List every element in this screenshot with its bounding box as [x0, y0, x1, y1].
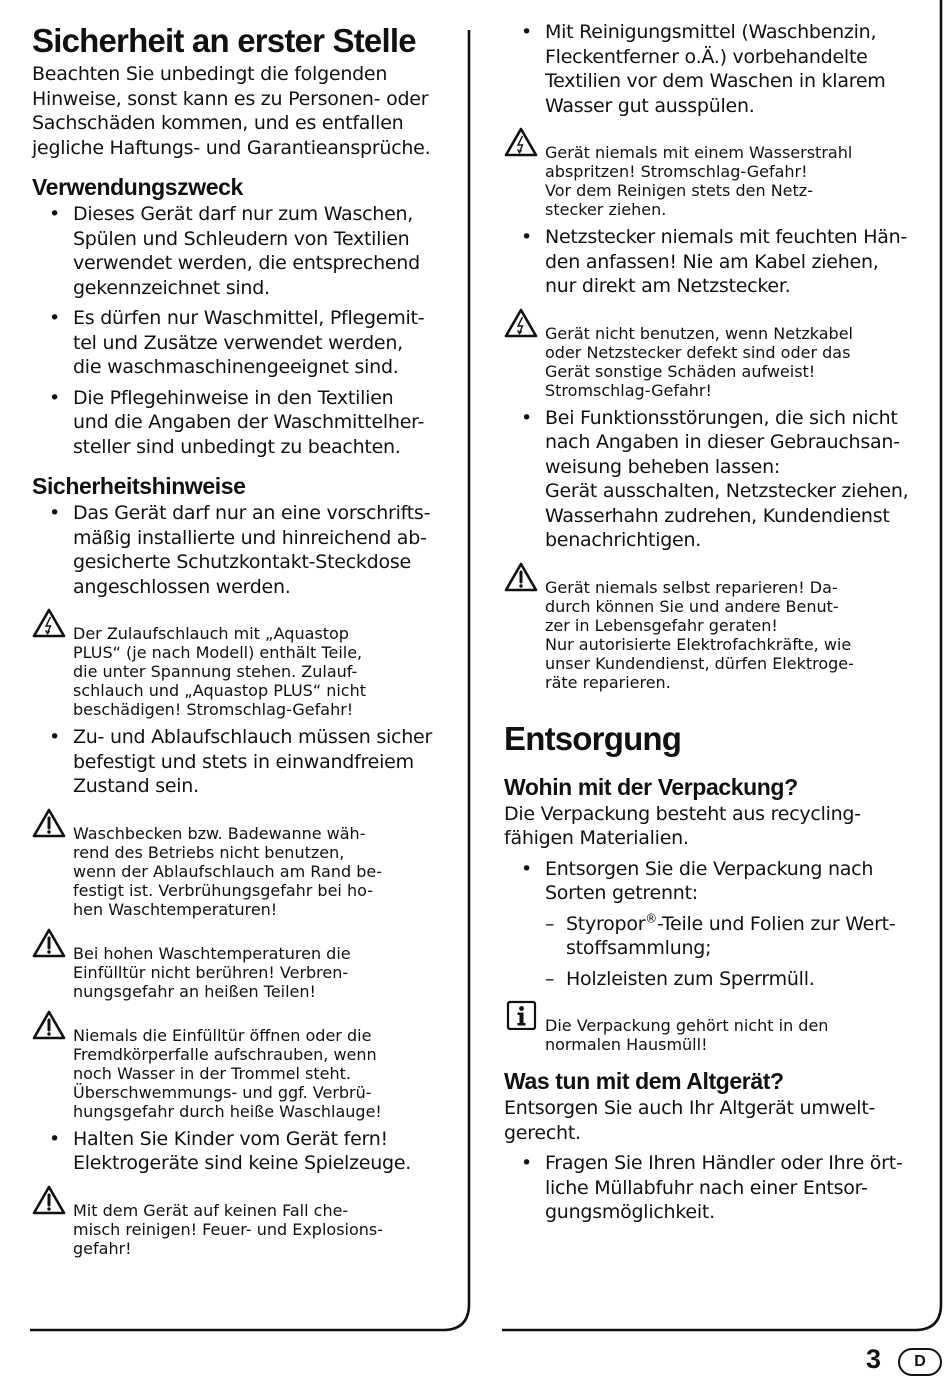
safety-list: [32, 501, 452, 599]
old-device-list: [504, 1151, 924, 1225]
safety-list: [504, 406, 924, 553]
usage-heading: Verwendungszweck: [32, 174, 243, 200]
general-warning-icon: [32, 1010, 66, 1040]
electric-hazard-warning-icon: [504, 308, 538, 338]
warning-repair: [504, 559, 924, 692]
list-item: • Fragen Sie Ihren Händler oder Ihre ört- liche Müllabfuhr nach einer Entsor- gungsmöglichkeit.: [545, 1151, 924, 1225]
list-item: • Mit Reinigungsmittel (Waschbenzin, Fleckentferner o.Ä.) vorbehandelte Textilien vor dem Waschen in klarem Wasser gut ausspülen.: [545, 20, 924, 118]
left-column: [32, 20, 452, 1264]
list-item: • Dieses Gerät darf nur zum Waschen, Spülen und Schleudern von Textilien verwendet werden, die entsprechend gekennzeichnet sind.: [73, 202, 452, 300]
info-text: Die Verpackung gehört nicht in den normalen Hausmüll!: [545, 1016, 829, 1054]
styropor-word: Styropor: [566, 912, 646, 935]
warning-chemical: [32, 1182, 452, 1258]
old-device-heading: Was tun mit dem Altgerät?: [504, 1068, 784, 1094]
general-warning-icon: [32, 928, 66, 958]
list-item: • Es dürfen nur Waschmittel, Pflegemit- tel und Zusätze verwendet werden, die waschmaschinengeeignet sind.: [73, 306, 452, 380]
list-item: • Entsorgen Sie die Verpackung nach Sorten getrennt:: [545, 857, 924, 906]
list-item: • Die Pflegehinweise in den Textilien und die Angaben der Waschmittelher- steller sind unbedingt zu beachten.: [73, 386, 452, 460]
list-item: [566, 912, 924, 961]
warning-text: Gerät niemals mit einem Wasserstrahl abspritzen! Stromschlag-Gefahr! Vor dem Reinigen stets den Netz- stecker ziehen.: [545, 143, 853, 219]
electric-hazard-warning-icon: [32, 608, 66, 638]
safety-list: [504, 20, 924, 118]
styropor-rest: -Teile und Folien zur Wert- stoffsammlung;: [566, 912, 896, 959]
disposal-title: Entsorgung: [504, 719, 682, 757]
electric-hazard-warning-icon: [504, 127, 538, 157]
list-item: • Halten Sie Kinder vom Gerät fern! Elektrogeräte sind keine Spielzeuge.: [73, 1127, 452, 1176]
usage-list: [32, 202, 452, 459]
warning-basin: [32, 805, 452, 919]
general-warning-icon: [32, 808, 66, 838]
warning-text: Niemals die Einfülltür öffnen oder die Fremdkörperfalle aufschrauben, wenn noch Wasser in der Trommel steht. Überschwemmungs- und ggf. Verbrü- hungsgefahr durch heiße Waschlauge!: [73, 1025, 382, 1121]
safety-heading: Sicherheitshinweise: [32, 473, 246, 499]
warning-text: Gerät niemals selbst reparieren! Da- durch können Sie und andere Benut- zer in Lebensgefahr geraten! Nur autorisierte Elektrofachkräfte, wie unser Kundendienst, dürfen Elektroge- räte reparieren.: [545, 577, 854, 692]
list-item: • Zu- und Ablaufschlauch müssen sicher befestigt und stets in einwandfreiem Zustand sein.: [73, 725, 452, 799]
warning-text: Waschbecken bzw. Badewanne wäh- rend des Betriebs nicht benutzen, wenn der Ablaufschlauch am Rand be- festigt ist. Verbrühungsgefahr bei ho- hen Waschtemperaturen!: [73, 823, 382, 919]
warning-waterjet: [504, 124, 924, 219]
packaging-sublist: [504, 912, 924, 992]
safety-list: [32, 725, 452, 799]
warning-cable: [504, 305, 924, 400]
packaging-intro: Die Verpackung besteht aus recycling- fähigen Materialien.: [504, 802, 861, 849]
info-household: [504, 997, 924, 1054]
warning-aquastop: [32, 605, 452, 719]
packaging-heading: Wohin mit der Verpackung?: [504, 773, 798, 800]
safety-list: [32, 1127, 452, 1176]
country-code-badge: D: [898, 1348, 942, 1376]
registered-mark: ®: [645, 911, 658, 926]
old-device-intro: Entsorgen Sie auch Ihr Altgerät umwelt- gerecht.: [504, 1097, 876, 1144]
warning-text: Gerät nicht benutzen, wenn Netzkabel oder Netzstecker defekt sind oder das Gerät sonstige Schäden aufweist! Stromschlag-Gefahr!: [545, 323, 853, 400]
page-title: Sicherheit an erster Stelle: [32, 22, 416, 59]
warning-text: Der Zulaufschlauch mit „Aquastop PLUS“ (je nach Modell) enthält Teile, die unter Spannung stehen. Zulauf- schlauch und „Aquastop PLUS“ nicht beschädigen! Stromschlag-Gefahr!: [73, 624, 367, 719]
right-column: [504, 20, 924, 1231]
list-item: • Das Gerät darf nur an eine vorschrifts- mäßig installierte und hinreichend ab- gesicherte Schutzkontakt-Steckdose angeschlossen werden.: [73, 501, 452, 599]
list-item: – Holzleisten zum Sperrmüll.: [566, 967, 924, 992]
page-number: 3: [866, 1344, 882, 1374]
warning-trap: [32, 1007, 452, 1121]
info-icon: [504, 1000, 538, 1030]
warning-door: [32, 925, 452, 1001]
warning-text: Mit dem Gerät auf keinen Fall che- misch reinigen! Feuer- und Explosions- gefahr!: [73, 1200, 384, 1258]
general-warning-icon: [32, 1185, 66, 1215]
list-item: • Bei Funktionsstörungen, die sich nicht nach Angaben in dieser Gebrauchsan- weisung beheben lassen: Gerät ausschalten, Netzstecker ziehen, Wasserhahn zudrehen, Kundendienst benachrichtigen.: [545, 406, 924, 553]
warning-text: Bei hohen Waschtemperaturen die Einfülltür nicht berühren! Verbren- nungsgefahr an heißen Teilen!: [73, 943, 351, 1001]
general-warning-icon: [504, 562, 538, 592]
packaging-list: [504, 857, 924, 906]
intro-text: Beachten Sie unbedingt die folgenden Hinweise, sonst kann es zu Personen- oder Sachschäden kommen, und es entfallen jegliche Haftungs- und Garantieansprüche.: [32, 63, 431, 159]
safety-list: [504, 225, 924, 299]
list-item: • Netzstecker niemals mit feuchten Hän- den anfassen! Nie am Kabel ziehen, nur direkt am Netzstecker.: [545, 225, 924, 299]
